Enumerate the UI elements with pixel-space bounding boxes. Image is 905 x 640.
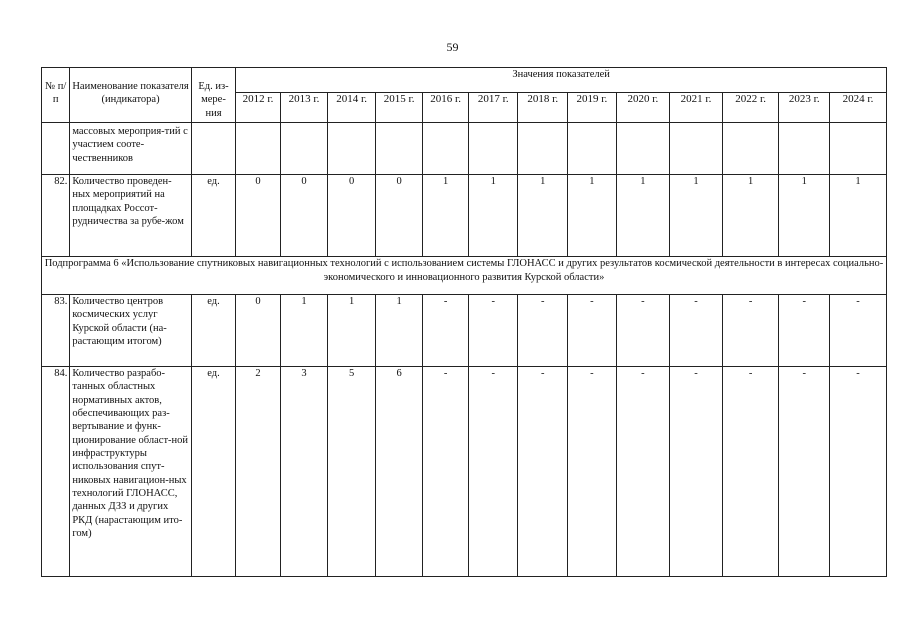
value-cell: 1 [375, 295, 423, 367]
header-unit: Ед. из-мере-ния [191, 68, 236, 123]
header-year: 2021 г. [670, 93, 723, 123]
indicator-name: Количество разрабо-танных областных нормативных актов, обеспечивающих раз-вертывание и функ-ционирование област-ной инфраструктуры использования спут-никовых навигацион-ных технологий ГЛОНАСС, данных ДЗЗ и других РКД (нарастающим ито-гом) [70, 367, 191, 577]
header-year: 2012 г. [236, 93, 281, 123]
value-cell [616, 123, 670, 175]
value-cell: 0 [236, 175, 281, 257]
header-year: 2022 г. [722, 93, 779, 123]
value-cell: - [722, 367, 779, 577]
table-row [42, 175, 887, 257]
table-row [42, 367, 887, 577]
value-cell: - [518, 367, 568, 577]
value-cell: - [779, 367, 830, 577]
unit-cell: ед. [191, 367, 236, 577]
header-name: Наименование показателя (индикатора) [70, 68, 191, 123]
row-number: 82. [42, 175, 70, 257]
indicator-name: массовых мероприя-тий с участием сооте-чественников [70, 123, 191, 175]
value-cell [670, 123, 723, 175]
value-cell: - [423, 295, 469, 367]
value-cell: 1 [568, 175, 617, 257]
header-year: 2016 г. [423, 93, 469, 123]
value-cell: 1 [830, 175, 887, 257]
value-cell: - [518, 295, 568, 367]
row-number: 83. [42, 295, 70, 367]
value-cell: 5 [328, 367, 376, 577]
value-cell: 1 [779, 175, 830, 257]
value-cell: 2 [236, 367, 281, 577]
row-number: 84. [42, 367, 70, 577]
value-cell: 0 [236, 295, 281, 367]
page-number: 59 [446, 40, 459, 54]
value-cell: 6 [375, 367, 423, 577]
header-year: 2020 г. [616, 93, 670, 123]
value-cell: 1 [280, 295, 328, 367]
value-cell: - [722, 295, 779, 367]
unit-cell: ед. [191, 175, 236, 257]
value-cell: 0 [328, 175, 376, 257]
header-year: 2014 г. [328, 93, 376, 123]
value-cell: - [568, 367, 617, 577]
value-cell [518, 123, 568, 175]
indicator-name: Количество проведен-ных мероприятий на площадках Россот-рудничества за рубе-жом [70, 175, 191, 257]
value-cell: - [830, 367, 887, 577]
value-cell: - [423, 367, 469, 577]
value-cell: - [468, 367, 518, 577]
header-year: 2015 г. [375, 93, 423, 123]
unit-cell [191, 123, 236, 175]
value-cell [423, 123, 469, 175]
value-cell: 1 [423, 175, 469, 257]
value-cell: - [468, 295, 518, 367]
value-cell [328, 123, 376, 175]
header-row [42, 68, 887, 93]
header-year: 2013 г. [280, 93, 328, 123]
value-cell [830, 123, 887, 175]
table-row [42, 123, 887, 175]
value-cell: 1 [616, 175, 670, 257]
indicator-name: Количество центров космических услуг Курской области (на-растающим итогом) [70, 295, 191, 367]
subprogram-row [42, 257, 887, 295]
header-year: 2019 г. [568, 93, 617, 123]
value-cell [568, 123, 617, 175]
value-cell [375, 123, 423, 175]
indicators-table [41, 67, 887, 577]
value-cell: 0 [280, 175, 328, 257]
value-cell [280, 123, 328, 175]
value-cell: 1 [670, 175, 723, 257]
value-cell: - [616, 367, 670, 577]
value-cell [722, 123, 779, 175]
header-values: Значения показателей [236, 68, 887, 93]
value-cell: 1 [328, 295, 376, 367]
table-row [42, 295, 887, 367]
header-year: 2017 г. [468, 93, 518, 123]
value-cell: 3 [280, 367, 328, 577]
value-cell: - [670, 295, 723, 367]
header-year: 2023 г. [779, 93, 830, 123]
value-cell: - [616, 295, 670, 367]
value-cell: - [670, 367, 723, 577]
value-cell [468, 123, 518, 175]
value-cell [779, 123, 830, 175]
header-year: 2018 г. [518, 93, 568, 123]
unit-cell: ед. [191, 295, 236, 367]
value-cell: - [779, 295, 830, 367]
value-cell: 1 [722, 175, 779, 257]
value-cell: 1 [518, 175, 568, 257]
value-cell: 1 [468, 175, 518, 257]
subprogram-title: Подпрограмма 6 «Использование спутниковых навигационных технологий с использованием системы ГЛОНАСС и других результатов космической деятельности в интересах социально-экономического и инновационного развития Курской области» [42, 257, 887, 295]
value-cell: 0 [375, 175, 423, 257]
value-cell: - [830, 295, 887, 367]
row-number [42, 123, 70, 175]
value-cell [236, 123, 281, 175]
header-num: № п/п [42, 68, 70, 123]
value-cell: - [568, 295, 617, 367]
header-year: 2024 г. [830, 93, 887, 123]
